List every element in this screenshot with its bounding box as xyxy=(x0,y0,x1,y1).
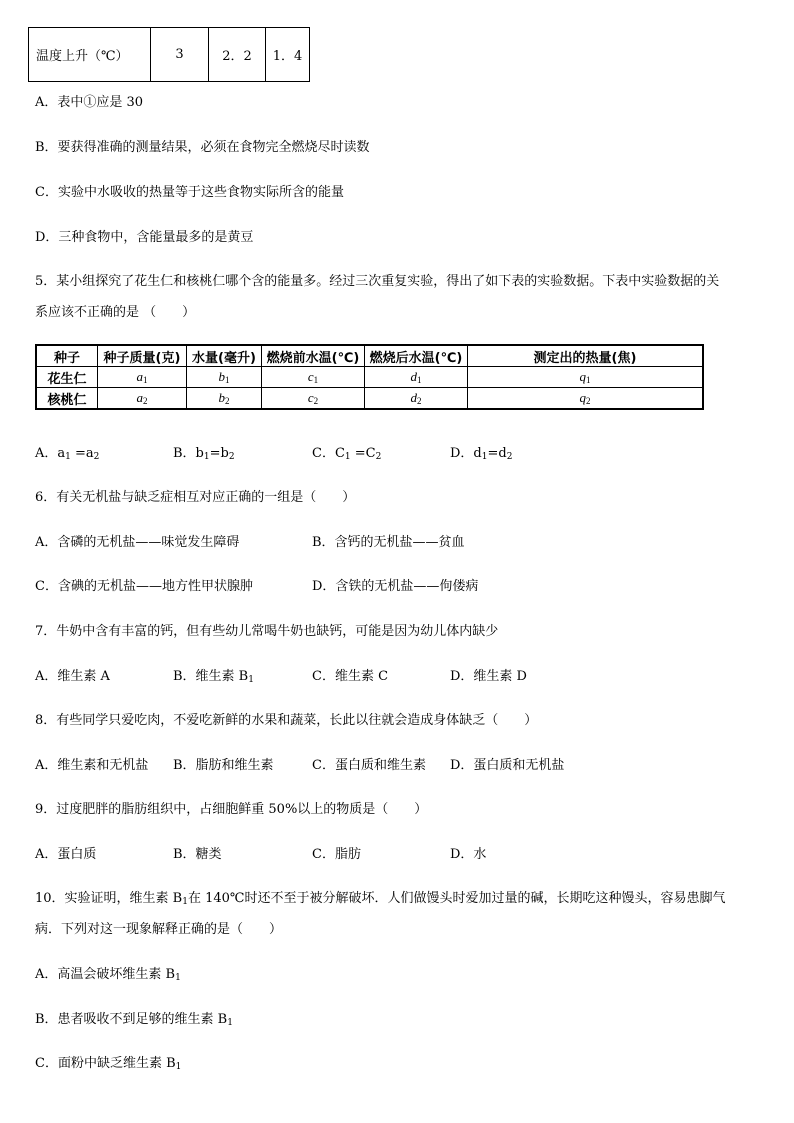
table-cell: $a_1$ xyxy=(98,367,187,388)
table-cell: $c_1$ xyxy=(262,367,365,388)
table-cell: $b_2$ xyxy=(187,388,262,410)
q10-option-a: A．高温会破坏维生素 $B_1$ xyxy=(35,967,181,983)
q5-stem-line1: 5．某小组探究了花生仁和核桃仁哪个含的能量多。经过三次重复实验，得出了如下表的实验数据。下表中实验数据的关 xyxy=(35,274,720,289)
table-cell: $c_2$ xyxy=(262,388,365,410)
q6-option-c: C．含碘的无机盐——地方性甲状腺肿 xyxy=(35,579,253,594)
q5-option-b: B．$b_1=b_2$ xyxy=(173,446,235,462)
q8-option-c: C．蛋白质和维生素 xyxy=(312,758,426,773)
table-header-row xyxy=(36,345,703,367)
q4-option-a: A．表中①应是 30 xyxy=(35,95,144,110)
table-cell: 3 xyxy=(151,28,209,82)
q9-option-a: A．蛋白质 xyxy=(35,847,97,862)
q9-option-d: D．水 xyxy=(450,847,487,862)
q9-option-b: B．糖类 xyxy=(173,847,222,862)
table-row xyxy=(29,28,310,82)
q6-option-a: A．含磷的无机盐——味觉发生障碍 xyxy=(35,535,240,550)
q8-option-b: B．脂肪和维生素 xyxy=(173,758,274,773)
q7-stem: 7．牛奶中含有丰富的钙，但有些幼儿常喝牛奶也缺钙，可能是因为幼儿体内缺少 xyxy=(35,624,499,639)
table-cell: 2．2 xyxy=(209,28,266,82)
table-cell: $d_2$ xyxy=(365,388,468,410)
q7-option-b: B．维生素 $B_1$ xyxy=(173,669,254,685)
q5-option-c: C．$C_1 =C_2$ xyxy=(312,446,382,462)
q7-option-c: C．维生素 C xyxy=(312,669,389,684)
table-cell: 1．4 xyxy=(266,28,310,82)
q4-option-c: C．实验中水吸收的热量等于这些食物实际所含的能量 xyxy=(35,185,344,200)
column-header: 种子 xyxy=(36,345,98,367)
table-row xyxy=(36,388,703,410)
table-cell: $q_1$ xyxy=(468,367,704,388)
column-header: 种子质量(克) xyxy=(98,345,187,367)
q9-option-c: C．脂肪 xyxy=(312,847,361,862)
column-header: 水量(毫升) xyxy=(187,345,262,367)
q5-option-a: A．$a_1 =a_2$ xyxy=(35,446,100,462)
q6-stem: 6．有关无机盐与缺乏症相互对应正确的一组是（ ） xyxy=(35,490,356,505)
column-header: 燃烧前水温(℃) xyxy=(262,345,365,367)
row-header: 核桃仁 xyxy=(36,388,98,410)
q7-option-a: A．维生素 A xyxy=(35,669,110,684)
q4-option-b: B．要获得准确的测量结果，必须在食物完全燃烧尽时读数 xyxy=(35,140,370,155)
q5-option-d: D．$d_1=d_2$ xyxy=(450,446,513,462)
q6-option-d: D．含铁的无机盐——佝偻病 xyxy=(312,579,479,594)
q8-option-d: D．蛋白质和无机盐 xyxy=(450,758,565,773)
q10-option-c: C．面粉中缺乏维生素 $B_1$ xyxy=(35,1056,182,1072)
table-row xyxy=(36,367,703,388)
q5-stem-line2: 系应该不正确的是 （ ） xyxy=(35,305,196,320)
q10-option-b: B．患者吸收不到足够的维生素 $B_1$ xyxy=(35,1012,233,1028)
q4-option-d: D．三种食物中，含能量最多的是黄豆 xyxy=(35,230,254,245)
table-cell: $a_2$ xyxy=(98,388,187,410)
row-header: 花生仁 xyxy=(36,367,98,388)
table-cell: $q_2$ xyxy=(468,388,704,410)
q6-option-b: B．含钙的无机盐——贫血 xyxy=(312,535,465,550)
q7-option-d: D．维生素 D xyxy=(450,669,527,684)
q9-stem: 9．过度肥胖的脂肪组织中，占细胞鲜重 50%以上的物质是（ ） xyxy=(35,802,428,817)
q10-stem-line1: 10．实验证明，维生素 $B_1$在 140℃时还不至于被分解破坏．人们做馒头时爱加过量的碱，长期吃这种馒头，容易患脚气 xyxy=(35,891,726,907)
q8-option-a: A．维生素和无机盐 xyxy=(35,758,149,773)
seed-experiment-table xyxy=(35,344,704,410)
q8-stem: 8．有些同学只爱吃肉，不爱吃新鲜的水果和蔬菜，长此以往就会造成身体缺乏（ ） xyxy=(35,713,538,728)
column-header: 测定出的热量(焦) xyxy=(468,345,704,367)
column-header: 燃烧后水温(℃) xyxy=(365,345,468,367)
q10-stem-line2: 病．下列对这一现象解释正确的是（ ） xyxy=(35,922,283,937)
temperature-table xyxy=(28,27,310,82)
table-cell: $b_1$ xyxy=(187,367,262,388)
temp-rise-label: 温度上升（℃） xyxy=(29,28,151,82)
table-cell: $d_1$ xyxy=(365,367,468,388)
